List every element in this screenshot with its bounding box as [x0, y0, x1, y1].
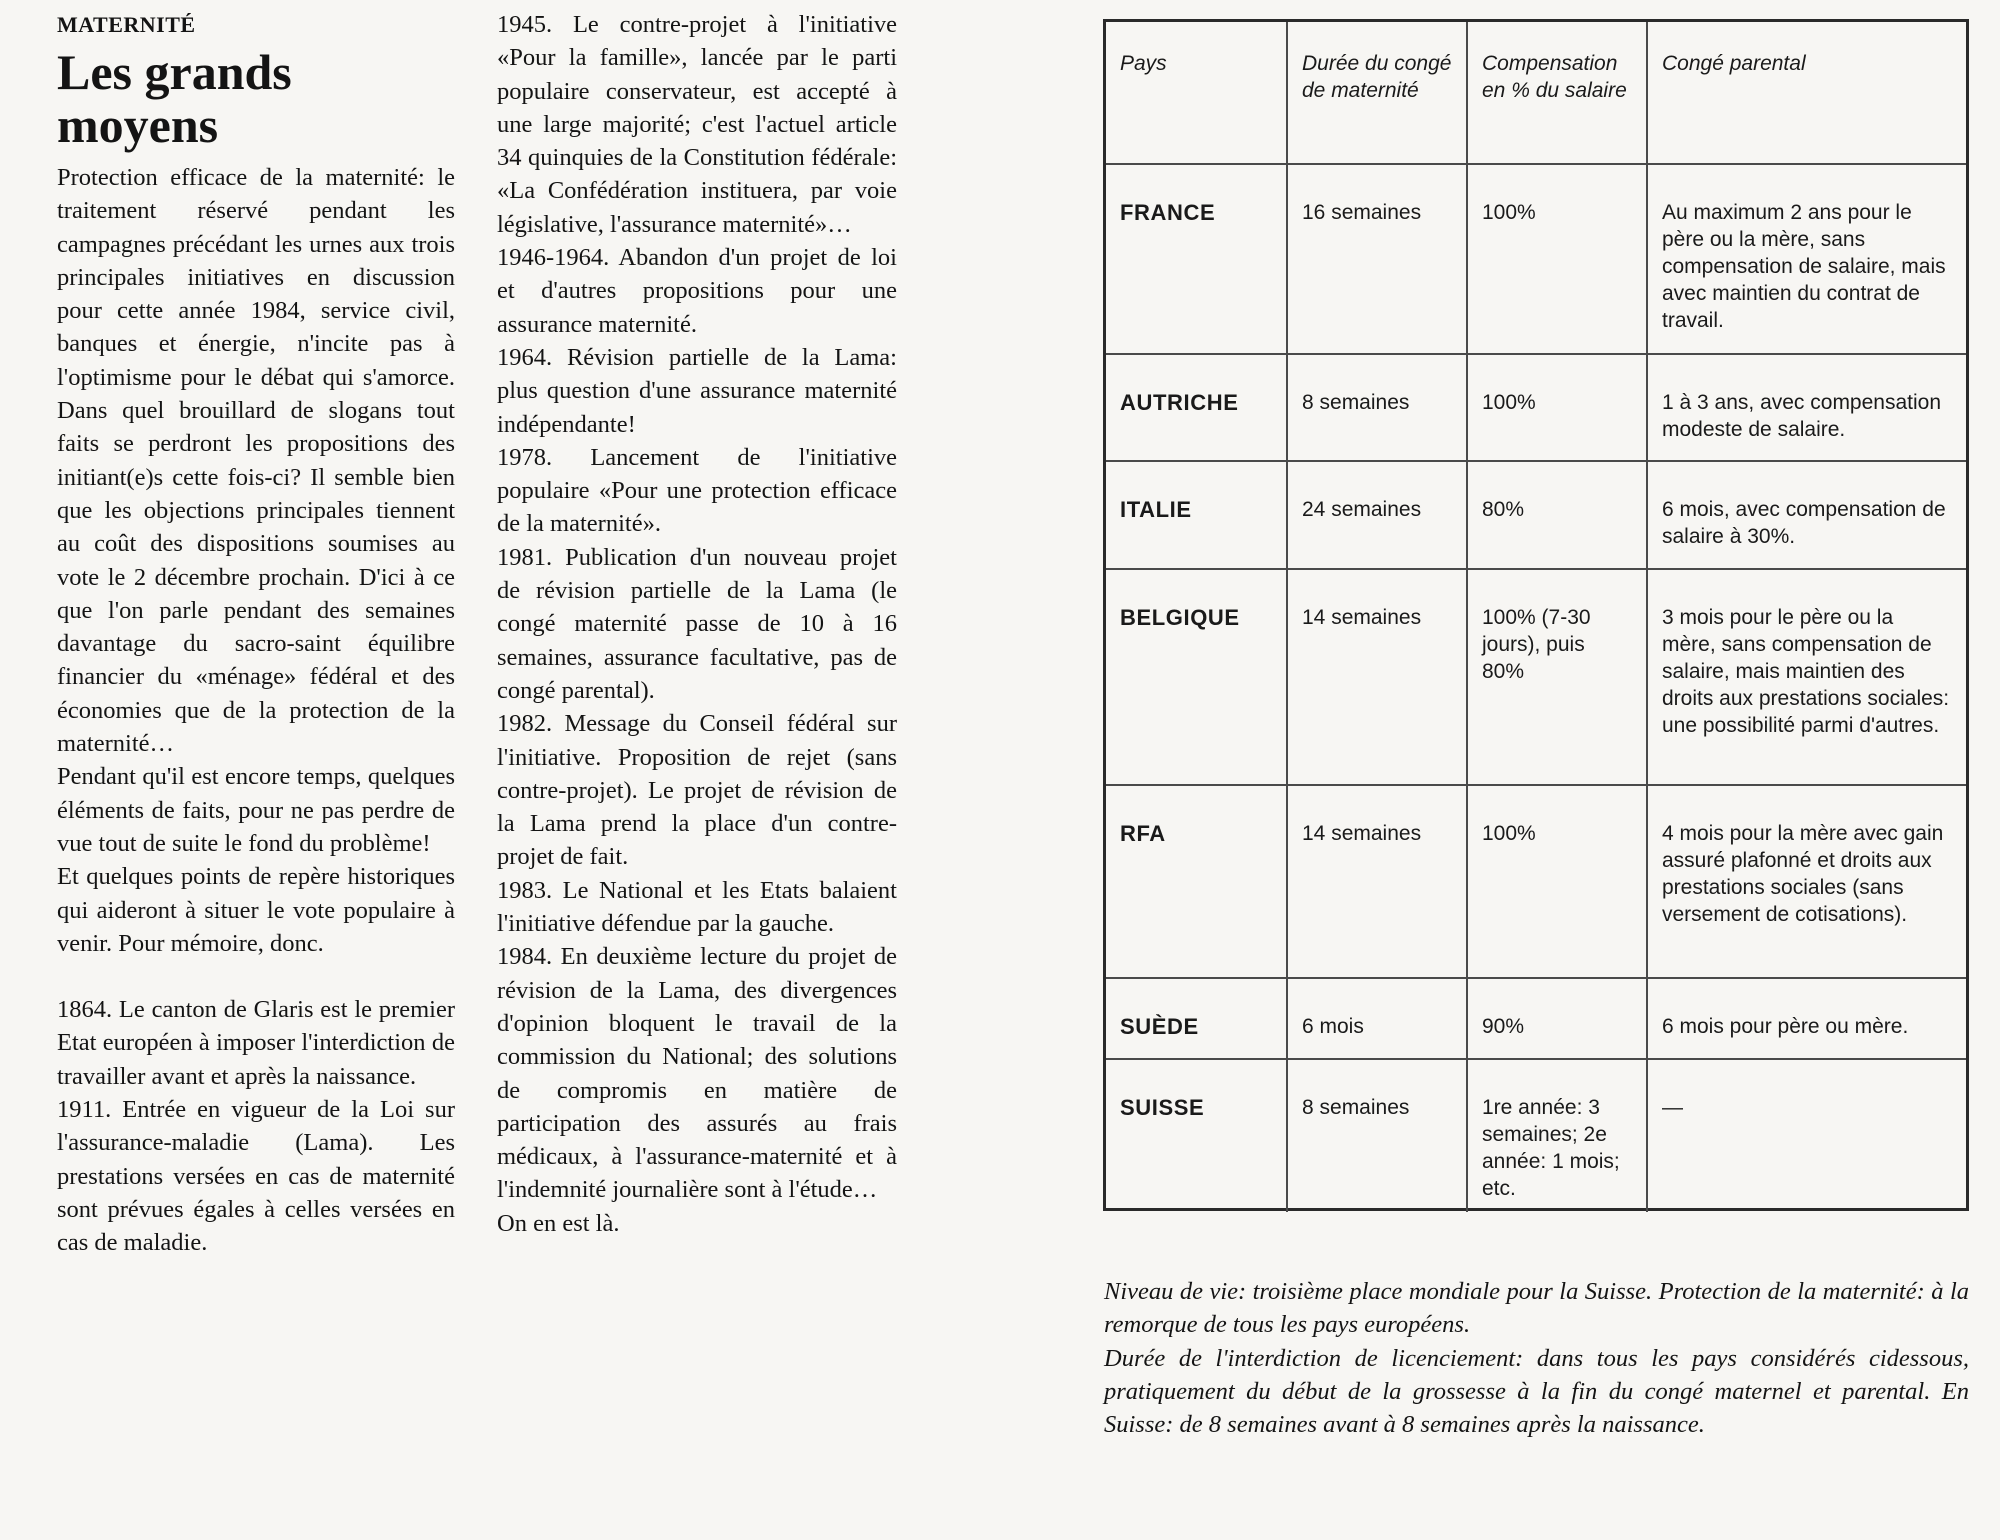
header-duree: Durée du congé de maternité — [1287, 22, 1467, 164]
cell-pays: BELGIQUE — [1106, 569, 1287, 785]
timeline-entry: On en est là. — [497, 1209, 620, 1237]
cell-conge: Au maximum 2 ans pour le père ou la mère, sans compensation de salaire, mais avec maintien du contrat de travail. — [1647, 164, 1966, 354]
table-row — [1106, 785, 1966, 978]
cell-pays: SUISSE — [1106, 1059, 1287, 1212]
cell-compensation: 1re année: 3 semaines; 2e année: 1 mois; etc. — [1467, 1059, 1647, 1212]
intro-paragraph: Pendant qu'il est encore temps, quelques éléments de faits, pour ne pas perdre de vue tout de suite le fond du problème! — [57, 763, 455, 857]
cell-pays: FRANCE — [1106, 164, 1287, 354]
maternity-comparison-table — [1103, 19, 1969, 1211]
timeline-entry: 1964. Révision partielle de la Lama: plus question d'une assurance maternité indépendante! — [497, 343, 897, 438]
cell-pays: AUTRICHE — [1106, 354, 1287, 461]
cell-conge: — — [1647, 1059, 1966, 1212]
cell-conge: 4 mois pour la mère avec gain assuré plafonné et droits aux prestations sociales (sans versement de cotisations). — [1647, 785, 1966, 978]
cell-duree: 16 semaines — [1287, 164, 1467, 354]
table-row — [1106, 164, 1966, 354]
header-conge-parental: Congé parental — [1647, 22, 1966, 164]
timeline-entry: 1981. Publication d'un nouveau projet de révision partielle de la Lama (le congé maternité passe de 10 à 16 semaines, assurance facultative, pas de congé parental). — [497, 543, 897, 704]
intro-paragraph: Et quelques points de repère historiques qui aideront à situer le vote populaire à venir. Pour mémoire, donc. — [57, 863, 455, 957]
table-header-row — [1106, 22, 1966, 164]
timeline-entry: 1982. Message du Conseil fédéral sur l'initiative. Proposition de rejet (sans contre-projet). Le projet de révision de la Lama prend la place d'un contre-projet de fait. — [497, 710, 897, 871]
cell-conge: 1 à 3 ans, avec compensation modeste de salaire. — [1647, 354, 1966, 461]
section-label: MATERNITÉ — [57, 12, 196, 37]
table-row — [1106, 354, 1966, 461]
caption-paragraph: Durée de l'interdiction de licenciement: dans tous les pays considérés cidessous, pratiquement du début de la grossesse à la fin du congé maternel et parental. En Suisse: de 8 semaines avant à 8 semaines après la naissance. — [1104, 1344, 1969, 1439]
cell-compensation: 80% — [1467, 461, 1647, 569]
timeline-entry: 1984. En deuxième lecture du projet de révision de la Lama, des divergences d'opinion bloquent le travail de la commission du National; des solutions de compromis en matière de participation des assurés au frais médicaux, à l'assurance-maternité et à l'indemnité journalière sont à l'étude… — [497, 943, 897, 1204]
table-row — [1106, 569, 1966, 785]
cell-pays: SUÈDE — [1106, 978, 1287, 1059]
timeline-entry: 1864. Le canton de Glaris est le premier Etat européen à imposer l'interdiction de travailler avant et après la naissance. — [57, 996, 455, 1090]
cell-compensation: 100% (7-30 jours), puis 80% — [1467, 569, 1647, 785]
caption-paragraph: Niveau de vie: troisième place mondiale pour la Suisse. Protection de la maternité: à la remorque de tous les pays européens. — [1104, 1278, 1969, 1339]
cell-conge: 6 mois, avec compensation de salaire à 30%. — [1647, 461, 1966, 569]
cell-compensation: 100% — [1467, 164, 1647, 354]
left-column — [57, 8, 455, 1260]
cell-duree: 24 semaines — [1287, 461, 1467, 569]
timeline-entry: 1911. Entrée en vigueur de la Loi sur l'assurance-maladie (Lama). Les prestations versées en cas de maternité sont prévues égales à celles versées en cas de maladie. — [57, 1096, 455, 1257]
timeline-entry: 1945. Le contre-projet à l'initiative «Pour la famille», lancée par le parti populaire conservateur, est accepté à une large majorité; c'est l'actuel article 34 quinquies de la Constitution fédérale: «La Confédération instituera, par voie législative, l'assurance maternité»… — [497, 11, 897, 238]
header-pays: Pays — [1106, 22, 1287, 164]
title-line-2: moyens — [57, 97, 219, 153]
timeline-entry: 1983. Le National et les Etats balaient l'initiative défendue par la gauche. — [497, 876, 897, 938]
cell-pays: RFA — [1106, 785, 1287, 978]
cell-duree: 14 semaines — [1287, 785, 1467, 978]
table-row — [1106, 978, 1966, 1059]
middle-column — [497, 8, 897, 1240]
comparison-table — [1106, 22, 1966, 1212]
title-line-1: Les grands — [57, 44, 292, 100]
table-caption — [1104, 1275, 1969, 1441]
timeline-entry: 1978. Lancement de l'initiative populaire «Pour une protection efficace de la maternité». — [497, 443, 897, 538]
intro-paragraph: Protection efficace de la maternité: le traitement réservé pendant les campagnes précédant les urnes aux trois principales initiatives en discussion pour cette année 1984, service civil, banques et énergie, n'incite pas à l'optimisme pour le débat qui s'amorce. Dans quel brouillard de slogans tout faits se perdront les propositions des initiant(e)s cette fois-ci? Il semble bien que les objections principales tiennent au coût des dispositions soumises au vote le 2 décembre prochain. D'ici à ce que l'on parle pendant des semaines davantage du sacro-saint équilibre financier du «ménage» fédéral et des économies que de la protection de la maternité… — [57, 164, 455, 758]
timeline-entry: 1946-1964. Abandon d'un projet de loi et d'autres propositions pour une assurance maternité. — [497, 244, 897, 338]
cell-conge: 6 mois pour père ou mère. — [1647, 978, 1966, 1059]
header-compensation: Compensation en % du salaire — [1467, 22, 1647, 164]
cell-duree: 8 semaines — [1287, 1059, 1467, 1212]
cell-compensation: 100% — [1467, 354, 1647, 461]
cell-compensation: 90% — [1467, 978, 1647, 1059]
spacer — [57, 960, 455, 993]
cell-duree: 6 mois — [1287, 978, 1467, 1059]
cell-conge: 3 mois pour le père ou la mère, sans compensation de salaire, mais maintien des droits aux prestations sociales: une possibilité parmi d'autres. — [1647, 569, 1966, 785]
cell-duree: 8 semaines — [1287, 354, 1467, 461]
cell-compensation: 100% — [1467, 785, 1647, 978]
table-row — [1106, 461, 1966, 569]
table-row — [1106, 1059, 1966, 1212]
cell-duree: 14 semaines — [1287, 569, 1467, 785]
article-title — [57, 46, 455, 152]
cell-pays: ITALIE — [1106, 461, 1287, 569]
